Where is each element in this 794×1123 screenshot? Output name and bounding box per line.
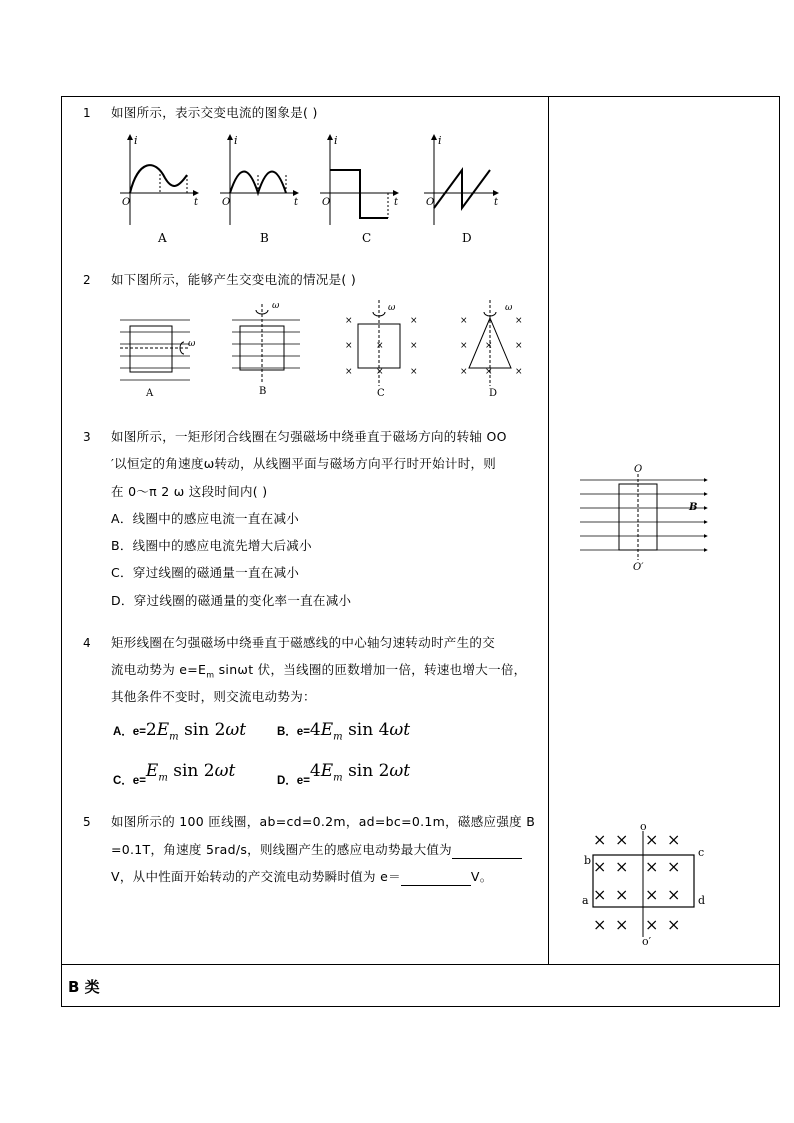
q5-label-o2: o′ (642, 935, 652, 948)
q5-label-o: o (640, 820, 647, 833)
q2-a-omega: ω (188, 339, 196, 349)
q3-fig-bottom-label: O′ (633, 562, 644, 573)
svg-text:×: × (460, 367, 468, 377)
q4-option-d: $_{D.e=}4E_m$ sin 2ωt (277, 761, 411, 787)
q5-label-b: b (584, 854, 592, 867)
q1-b-axis-t: t (294, 197, 299, 208)
q3-fig-top-label: O (634, 464, 643, 475)
q5-figure (578, 815, 713, 950)
q4-line1: 矩形线圈在匀强磁场中绕垂直于磁感线的中心轴匀速转动时产生的交 (111, 635, 496, 650)
q1-graph-c (320, 134, 399, 245)
q5-label-a: a (582, 894, 589, 907)
svg-text:×: × (485, 341, 493, 351)
svg-text:×: × (615, 885, 629, 904)
q4-line3: 其他条件不变时，则交流电动势为： (111, 689, 316, 704)
q4-line2: 流电动势为 $e=E_m$ sinωt 伏，当线圈的匝数增加一倍，转速也增大一倍， (111, 662, 527, 680)
q1-a-axis-i: i (134, 134, 138, 147)
q4-option-a: A．$e=2E_m$ sin 2ωt (113, 720, 247, 743)
svg-text:×: × (345, 367, 353, 377)
q2-b-label: B (259, 386, 267, 397)
section-b-heading: B 类 (68, 978, 100, 996)
q5-label-c: c (698, 846, 705, 859)
svg-text:×: × (667, 915, 681, 934)
q1-a-axis-t: t (194, 197, 199, 208)
q2-fig-c (345, 300, 418, 399)
svg-text:×: × (645, 830, 659, 849)
q5-line2: =0.1T，角速度 5rad/s，则线圈产生的感应电动势最大值为 (111, 842, 522, 859)
row-divider (61, 964, 780, 965)
svg-text:×: × (593, 830, 607, 849)
q1-b-axis-i: i (234, 134, 238, 147)
q1-c-label: C (362, 231, 372, 245)
svg-text:×: × (615, 830, 629, 849)
svg-text:×: × (376, 341, 384, 351)
q2-figures (110, 296, 530, 406)
q1-c-axis-t: t (394, 197, 399, 208)
q2-stem: 如下图所示，能够产生交变电流的情况是( ) (111, 272, 357, 287)
q1-d-axis-i: i (438, 134, 442, 147)
q5-blank-2[interactable] (401, 869, 471, 886)
q1-b-origin: O (222, 197, 231, 208)
q2-a-label: A (146, 388, 154, 399)
q2-fig-a (120, 320, 196, 399)
q1-d-axis-t: t (494, 197, 499, 208)
q3-line1: 如图所示，一矩形闭合线圈在匀强磁场中绕垂直于磁场方向的转轴 OO (111, 429, 507, 444)
q1-a-label: A (158, 231, 167, 245)
q3-number: 3 (83, 430, 91, 444)
q5-label-d: d (698, 894, 706, 907)
q1-d-label: D (462, 231, 472, 245)
svg-text:×: × (593, 857, 607, 876)
svg-text:×: × (667, 830, 681, 849)
q4-option-c: $_{C.e=}E_m$ sin 2ωt (113, 761, 236, 787)
q1-stem: 如图所示，表示交变电流的图象是( ) (111, 105, 318, 120)
q2-d-label: D (489, 388, 498, 399)
q5-blank-1[interactable] (452, 842, 522, 859)
column-divider (548, 96, 549, 964)
q2-c-omega: ω (388, 303, 396, 313)
svg-text:×: × (515, 341, 523, 351)
svg-text:×: × (410, 316, 418, 326)
svg-text:×: × (515, 367, 523, 377)
svg-text:×: × (410, 367, 418, 377)
q2-number: 2 (83, 273, 91, 287)
svg-text:×: × (667, 857, 681, 876)
q1-graphs (110, 130, 530, 250)
q1-c-axis-i: i (334, 134, 338, 147)
svg-text:×: × (515, 316, 523, 326)
q2-fig-d (460, 300, 523, 399)
q3-fig-field-label: B (689, 502, 698, 513)
q1-b-label: B (260, 231, 269, 245)
q2-d-omega: ω (505, 303, 513, 313)
q2-b-omega: ω (272, 301, 280, 311)
q2-fig-b (232, 301, 300, 397)
svg-text:×: × (615, 915, 629, 934)
q1-number: 1 (83, 106, 91, 120)
svg-text:×: × (645, 915, 659, 934)
svg-text:×: × (615, 857, 629, 876)
q1-graph-b (220, 134, 299, 245)
svg-text:×: × (645, 885, 659, 904)
q3-option-d: D．穿过线圈的磁通量的变化率一直在减小 (111, 593, 352, 608)
q3-option-b: B．线圈中的感应电流先增大后减小 (111, 538, 312, 553)
q3-line3: 在 0～π 2 ω 这段时间内( ) (111, 484, 268, 499)
q3-option-c: C．穿过线圈的磁通量一直在减小 (111, 565, 300, 580)
svg-text:×: × (376, 367, 384, 377)
q1-graph-a (120, 134, 199, 245)
q3-line2: ′以恒定的角速度ω转动，从线圈平面与磁场方向平行时开始计时，则 (111, 456, 497, 471)
q4-number: 4 (83, 636, 91, 650)
svg-text:×: × (460, 316, 468, 326)
q5-number: 5 (83, 815, 91, 829)
q1-a-origin: O (122, 197, 131, 208)
q2-c-label: C (377, 388, 385, 399)
q1-c-origin: O (322, 197, 331, 208)
svg-text:×: × (460, 341, 468, 351)
svg-text:×: × (593, 915, 607, 934)
q3-figure (575, 460, 715, 575)
svg-text:×: × (345, 316, 353, 326)
q1-graph-d (424, 134, 499, 245)
svg-text:×: × (485, 367, 493, 377)
q4-option-b: B．$e=4E_m$ sin 4ωt (277, 720, 411, 743)
q5-line3: V，从中性面开始转动的产交流电动势瞬时值为 e＝ V。 (111, 869, 493, 884)
q5-line1: 如图所示的 100 匝线圈，ab=cd=0.2m，ad=bc=0.1m，磁感应强度 B (111, 814, 536, 829)
svg-text:×: × (410, 341, 418, 351)
svg-text:×: × (667, 885, 681, 904)
q1-d-origin: O (426, 197, 435, 208)
svg-text:×: × (593, 885, 607, 904)
svg-text:×: × (345, 341, 353, 351)
q3-option-a: A．线圈中的感应电流一直在减小 (111, 511, 300, 526)
svg-text:×: × (645, 857, 659, 876)
